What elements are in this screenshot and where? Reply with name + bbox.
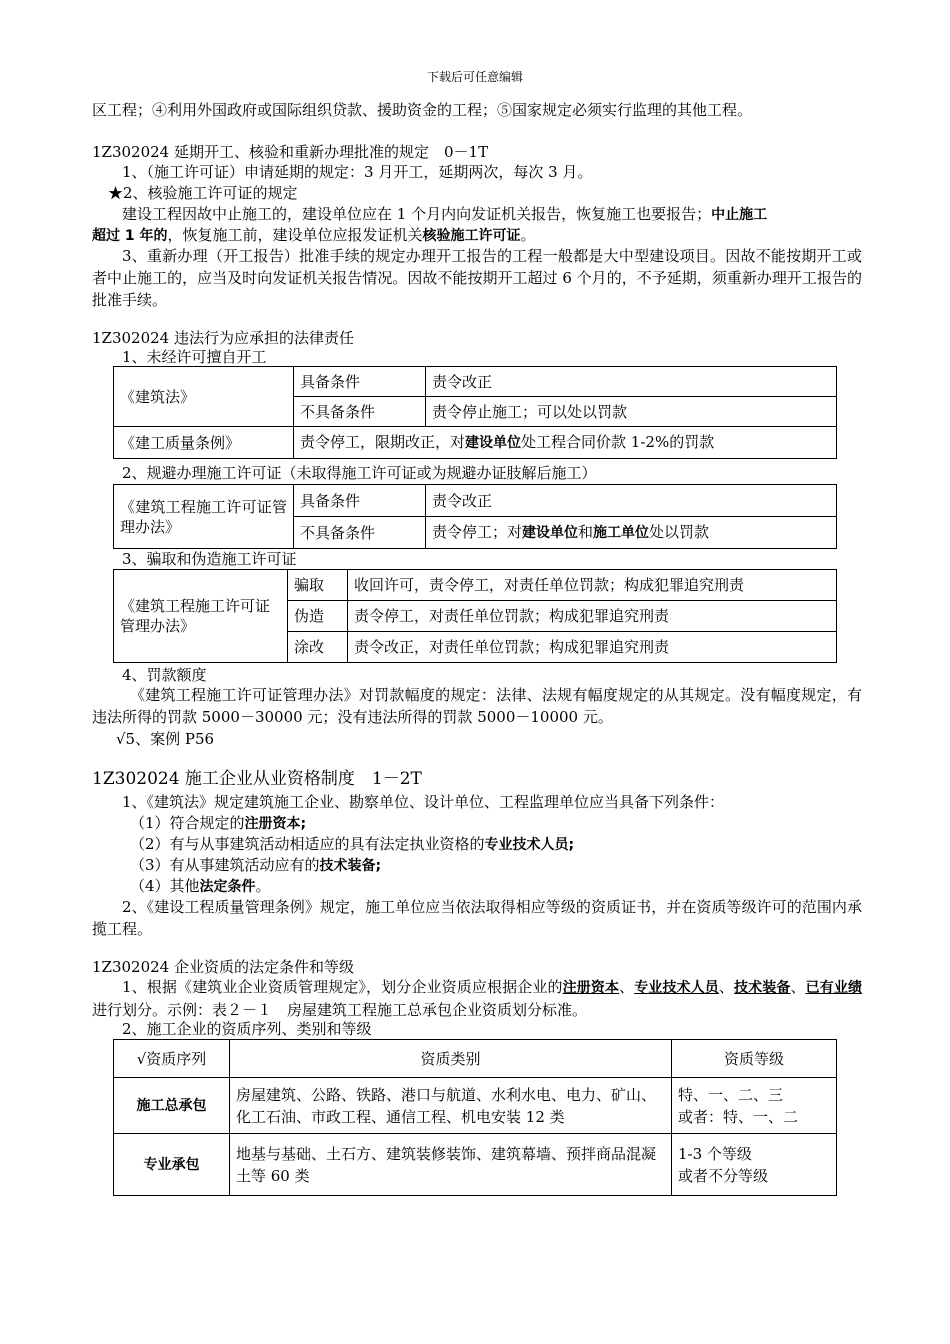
paragraph-continued: 区工程；④利用外国政府或国际组织贷款、援助资金的工程；⑤国家规定必须实行监理的其他工程。 (92, 101, 753, 119)
paragraph: 3、重新办理（开工报告）批准手续的规定办理开工报告的工程一般都是大中型建设项目。因故不能按期开工或者中止施工的，应当及时向发证机关报告情况。因故不能按期开工超过 6 个月的，不予延期，须重新办理开工报告的批准手续。 (92, 247, 862, 309)
category-cell: 地基与基础、土石方、建筑装修装饰、建筑幕墙、预拌商品混凝土等 60 类 (230, 1134, 672, 1196)
text: 。 (255, 877, 271, 895)
condition-cell: 不具备条件 (294, 397, 426, 427)
category-cell: 房屋建筑、公路、铁路、港口与航道、水利水电、电力、矿山、化工石油、市政工程、通信工程、机电安装 12 类 (230, 1078, 672, 1134)
law-cell: 《建筑工程施工许可证管理办法》 (114, 570, 288, 663)
text: 。 (520, 226, 536, 244)
text: （3）有从事建筑活动应有的 (130, 856, 320, 874)
law-cell: 《建工质量条例》 (114, 427, 294, 459)
text: （2）有与从事建筑活动相适应的具有法定执业资格的 (130, 835, 485, 853)
text: 、 (718, 978, 735, 996)
text: 责令停工，限期改正，对 (300, 433, 466, 451)
condition-cell: 具备条件 (294, 485, 426, 517)
grade-cell (672, 1134, 837, 1196)
emphasis: 专业技术人员 (634, 980, 719, 996)
penalty-table-2 (113, 484, 837, 549)
condition-cell: 不具备条件 (294, 517, 426, 549)
emphasis: 技术装备 (734, 980, 791, 996)
grade-line: 或者：特、一、二 (678, 1107, 799, 1126)
section-title: 1Z302024 延期开工、核验和重新办理批准的规定 0－1T (92, 143, 489, 161)
list-item (130, 833, 860, 856)
emphasis: 建设单位 (465, 435, 522, 451)
text: 1、根据《建筑业企业资质管理规定》，划分企业资质应根据企业的 (122, 978, 563, 996)
punctuation: ; (300, 816, 307, 832)
emphasis: 技术装备 (319, 858, 376, 874)
emphasis: 专业技术人员 (484, 837, 569, 853)
header-cell: 资质等级 (672, 1040, 837, 1078)
row-label: 专业承包 (114, 1134, 230, 1196)
emphasis: 已有业绩 (805, 980, 863, 996)
section-title: 1Z302024 施工企业从业资格制度 1－2T (92, 769, 422, 789)
condition-cell: 骗取 (288, 570, 348, 601)
result-cell (426, 517, 837, 549)
condition-cell: 涂改 (288, 632, 348, 663)
section-title: 1Z302024 企业资质的法定条件和等级 (92, 958, 354, 976)
emphasis: 核验施工许可证 (422, 228, 521, 244)
text: 、 (790, 978, 806, 996)
paragraph-line (92, 224, 862, 247)
result-cell: 责令改正 (426, 485, 837, 517)
condition-cell: 具备条件 (294, 367, 426, 397)
emphasis: 施工单位 (593, 525, 650, 541)
list-item (130, 854, 860, 877)
text: 处以罚款 (649, 523, 710, 541)
header-cell: 资质类别 (230, 1040, 672, 1078)
grade-line: 特、一、二、三 (678, 1085, 784, 1104)
grade-line: 或者不分等级 (678, 1166, 769, 1185)
text: 建设工程因故中止施工的，建设单位应在 1 个月内向发证机关报告，恢复施工也要报告； (122, 205, 712, 223)
emphasis: 中止施工 (711, 207, 768, 223)
row-label: 施工总承包 (114, 1078, 230, 1134)
law-cell: 《建筑法》 (114, 367, 294, 427)
result-cell: 收回许可，责令停工，对责任单位罚款；构成犯罪追究刑责 (348, 570, 837, 601)
text: 进行划分。示例：表２－１ 房屋建筑工程施工总承包企业资质划分标准。 (92, 1001, 588, 1019)
result-cell: 责令改正 (426, 367, 837, 397)
paragraph: 2、《建设工程质量管理条例》规定，施工单位应当依法取得相应等级的资质证书，并在资质等级许可的范围内承揽工程。 (92, 898, 862, 938)
text: 责令停工；对 (432, 523, 523, 541)
text: ，恢复施工前，建设单位应报发证机关 (167, 226, 423, 244)
list-item: ★2、核验施工许可证的规定 (108, 184, 298, 202)
text: （4）其他 (130, 877, 200, 895)
text: 、 (619, 978, 635, 996)
grade-line: 1-3 个等级 (678, 1144, 752, 1163)
grade-cell (672, 1078, 837, 1134)
qualification-table (113, 1039, 837, 1196)
emphasis: 注册资本 (244, 816, 301, 832)
emphasis: 超过 1 年的 (92, 228, 168, 244)
punctuation: ; (375, 858, 382, 874)
subheading: 2、施工企业的资质序列、类别和等级 (122, 1020, 372, 1038)
list-item: 1、（施工许可证）申请延期的规定：3 月开工，延期两次，每次 3 月。 (122, 163, 593, 181)
subheading: 2、规避办理施工许可证（未取得施工许可证或为规避办证肢解后施工） (122, 464, 597, 482)
paragraph: 《建筑工程施工许可证管理办法》对罚款幅度的规定：法律、法规有幅度规定的从其规定。没有幅度规定，有违法所得的罚款 5000－30000 元；没有违法所得的罚款 5000－10000 元。 (92, 686, 862, 726)
result-cell: 责令停止施工；可以处以罚款 (426, 397, 837, 427)
list-item: 1、《建筑法》规定建筑施工企业、勘察单位、设计单位、工程监理单位应当具备下列条件： (122, 793, 725, 811)
emphasis: 注册资本 (562, 980, 620, 996)
condition-cell: 伪造 (288, 601, 348, 632)
page-header: 下载后可任意编辑 (426, 70, 523, 84)
header-cell: √资质序列 (114, 1040, 230, 1078)
penalty-table-1 (113, 366, 837, 459)
list-item (130, 812, 860, 835)
section-title: 1Z302024 违法行为应承担的法律责任 (92, 329, 354, 347)
list-item (130, 875, 860, 898)
result-cell: 责令改正，对责任单位罚款；构成犯罪追究刑责 (348, 632, 837, 663)
text: （1）符合规定的 (130, 814, 245, 832)
text: 和 (578, 523, 594, 541)
result-cell: 责令停工，对责任单位罚款；构成犯罪追究刑责 (348, 601, 837, 632)
law-cell: 《建筑工程施工许可证管理办法》 (114, 485, 294, 549)
emphasis: 法定条件 (199, 879, 256, 895)
emphasis: 建设单位 (522, 525, 579, 541)
paragraph (92, 976, 862, 1021)
subheading: 3、骗取和伪造施工许可证 (122, 550, 297, 568)
subheading: 4、罚款额度 (122, 666, 207, 684)
result-cell (294, 427, 837, 459)
text: 处工程合同价款 1-2%的罚款 (521, 433, 715, 451)
subheading: √5、案例 P56 (116, 730, 215, 748)
paragraph (122, 203, 862, 226)
penalty-table-3 (113, 569, 837, 663)
subheading: 1、未经许可擅自开工 (122, 348, 267, 366)
punctuation: ; (568, 837, 575, 853)
